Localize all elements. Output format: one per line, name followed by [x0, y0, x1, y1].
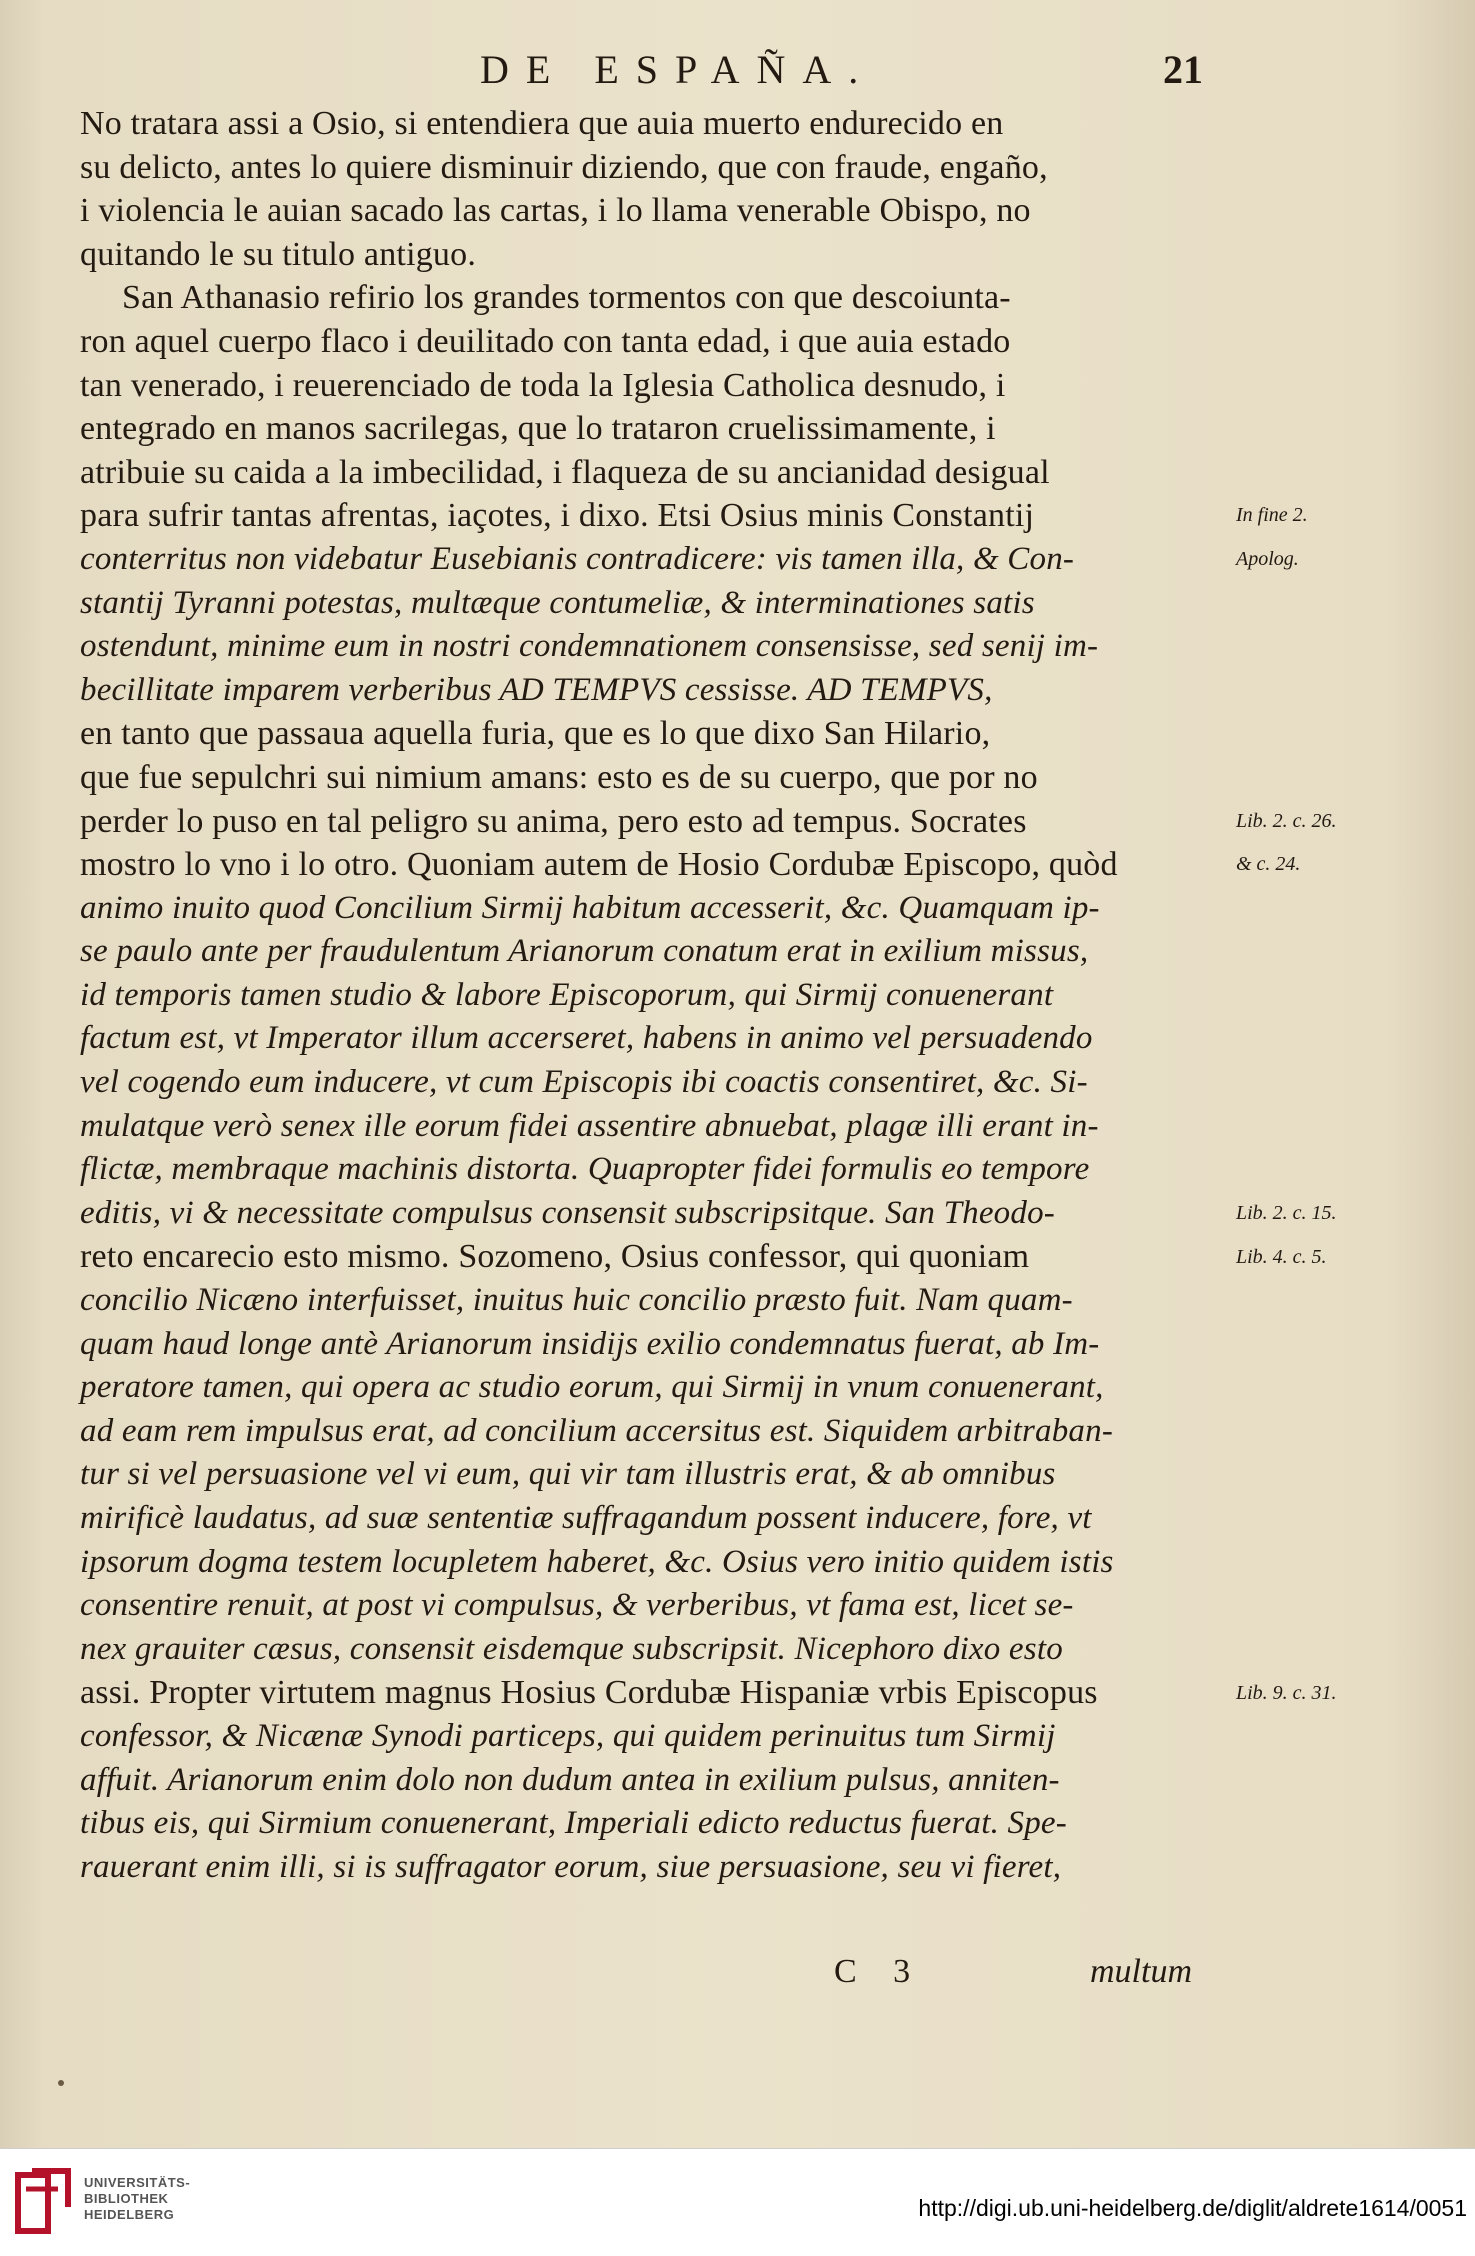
margin-note: Lib. 9. c. 31. [1236, 1681, 1337, 1704]
text-line: animo inuito quod Concilium Sirmij habitum accesserit, &c. Quamquam ip- [80, 889, 1100, 926]
text-line: entegrado en manos sacrilegas, que lo trataron cruelissimamente, i [80, 410, 996, 448]
text-line: atribuie su caida a la imbecilidad, i flaqueza de su ancianidad desigual [80, 453, 1050, 491]
margin-note: Lib. 4. c. 5. [1236, 1245, 1327, 1268]
text-line: mulatque verò senex ille eorum fidei assentire abnuebat, plagæ illi erant in- [80, 1107, 1099, 1144]
catchword: multum [1090, 1953, 1192, 1990]
text-line: ostendunt, minime eum in nostri condemnationem consensisse, sed senij im- [80, 628, 1099, 665]
margin-note: & c. 24. [1236, 853, 1301, 876]
text-line: flictæ, membraque machinis distorta. Quapropter fidei formulis eo tempore [80, 1151, 1090, 1188]
text-line: peratore tamen, qui opera ac studio eorum, qui Sirmij in vnum conuenerant, [80, 1369, 1104, 1406]
viewer-footer [0, 2148, 1475, 2256]
paper-speck [58, 2080, 64, 2086]
text-line: tur si vel persuasione vel vi eum, qui vir tam illustris erat, & ab omnibus [80, 1456, 1056, 1493]
text-line: nex grauiter cæsus, consensit eisdemque subscripsit. Nicephoro dixo esto [80, 1630, 1063, 1667]
text-line: que fue sepulchri sui nimium amans: esto es de su cuerpo, que por no [80, 758, 1038, 796]
institution-line-2: BIBLIOTHEK [84, 2191, 169, 2206]
page-header [0, 46, 1475, 96]
text-line: para sufrir tantas afrentas, iaçotes, i dixo. Etsi Osius minis Constantij [80, 497, 1035, 535]
text-line: becillitate imparem verberibus AD TEMPVS cessisse. AD TEMPVS, [80, 671, 993, 708]
text-line: ad eam rem impulsus erat, ad concilium accersitus est. Siquidem arbitraban- [80, 1412, 1114, 1449]
text-line: consentire renuit, at post vi compulsus, & verberibus, vt fama est, licet se- [80, 1587, 1074, 1624]
text-line: mostro lo vno i lo otro. Quoniam autem de Hosio Cordubæ Episcopo, quòd [80, 846, 1118, 884]
institution-line-1: UNIVERSITÄTS- [84, 2175, 191, 2190]
margin-note: Lib. 2. c. 26. [1236, 809, 1337, 832]
text-line: editis, vi & necessitate compulsus consensit subscripsitque. San Theodo- [80, 1194, 1055, 1231]
institution-line-3: HEIDELBERG [84, 2207, 175, 2222]
text-line: vel cogendo eum inducere, vt cum Episcopis ibi coactis consentiret, &c. Si- [80, 1064, 1088, 1101]
text-line: concilio Nicæno interfuisset, inuitus huic concilio præsto fuit. Nam quam- [80, 1282, 1073, 1319]
text-line: rauerant enim illi, si is suffragator eorum, siue persuasione, seu vi fieret, [80, 1848, 1062, 1885]
text-line: reto encarecio esto mismo. Sozomeno, Osius confessor, qui quoniam [80, 1238, 1030, 1276]
text-line: perder lo puso en tal peligro su anima, pero esto ad tempus. Socrates [80, 802, 1027, 840]
text-line: No tratara assi a Osio, si entendiera que auia muerto endurecido en [80, 105, 1004, 142]
text-line: conterritus non videbatur Eusebianis contradicere: vis tamen illa, & Con- [80, 540, 1075, 577]
text-line: San Athanasio refirio los grandes tormentos con que descoiunta- [122, 279, 1011, 317]
text-line: quitando le su titulo antiguo. [80, 235, 477, 273]
text-line: factum est, vt Imperator illum accerseret, habens in animo vel persuadendo [80, 1020, 1093, 1057]
margin-note: In fine 2. [1236, 504, 1308, 527]
margin-note: Apolog. [1236, 548, 1299, 570]
permalink-url[interactable]: http://digi.ub.uni-heidelberg.de/diglit/aldrete1614/0051 [918, 2195, 1467, 2221]
institution-name [84, 2175, 190, 2223]
text-line: i violencia le auian sacado las cartas, i lo llama venerable Obispo, no [80, 192, 1031, 230]
text-line: tibus eis, qui Sirmium conuenerant, Imperiali edicto reductus fuerat. Spe- [80, 1805, 1067, 1842]
text-line: su delicto, antes lo quiere disminuir diziendo, que con fraude, engaño, [80, 148, 1048, 186]
text-line: ron aquel cuerpo flaco i deuilitado con tanta edad, i que auia estado [80, 322, 1011, 360]
text-line: affuit. Arianorum enim dolo non dudum antea in exilium pulsus, anniten- [80, 1761, 1060, 1798]
body-text [80, 102, 1230, 1889]
text-line: mirificè laudatus, ad suæ sententiæ suffragandum possent inducere, fore, vt [80, 1500, 1092, 1536]
text-line: id temporis tamen studio & labore Episcoporum, qui Sirmij conuenerant [80, 976, 1054, 1013]
text-line: stantij Tyranni potestas, multæque contumeliæ, & interminationes satis [80, 584, 1035, 621]
text-line: tan venerado, i reuerenciado de toda la Iglesia Catholica desnudo, i [80, 366, 1006, 404]
text-line: confessor, & Nicænæ Synodi particeps, qui quidem perinuitus tum Sirmij [80, 1717, 1056, 1754]
page-number: 21 [1163, 47, 1203, 92]
text-line: en tanto que passaua aquella furia, que es lo que dixo San Hilario, [80, 715, 991, 753]
text-line: se paulo ante per fraudulentum Arianorum conatum erat in exilium missus, [80, 933, 1089, 970]
margin-note: Lib. 2. c. 15. [1236, 1202, 1337, 1224]
text-line: ipsorum dogma testem locupletem haberet, &c. Osius vero initio quidem istis [80, 1543, 1114, 1580]
running-head: DE ESPAÑA. [480, 47, 876, 92]
text-line: assi. Propter virtutem magnus Hosius Cordubæ Hispaniæ vrbis Episcopus [80, 1674, 1098, 1712]
signature-mark: C 3 [834, 1953, 925, 1990]
university-library-logo-icon [14, 2167, 74, 2239]
text-line: quam haud longe antè Arianorum insidijs exilio condemnatus fuerat, ab Im- [80, 1325, 1100, 1362]
